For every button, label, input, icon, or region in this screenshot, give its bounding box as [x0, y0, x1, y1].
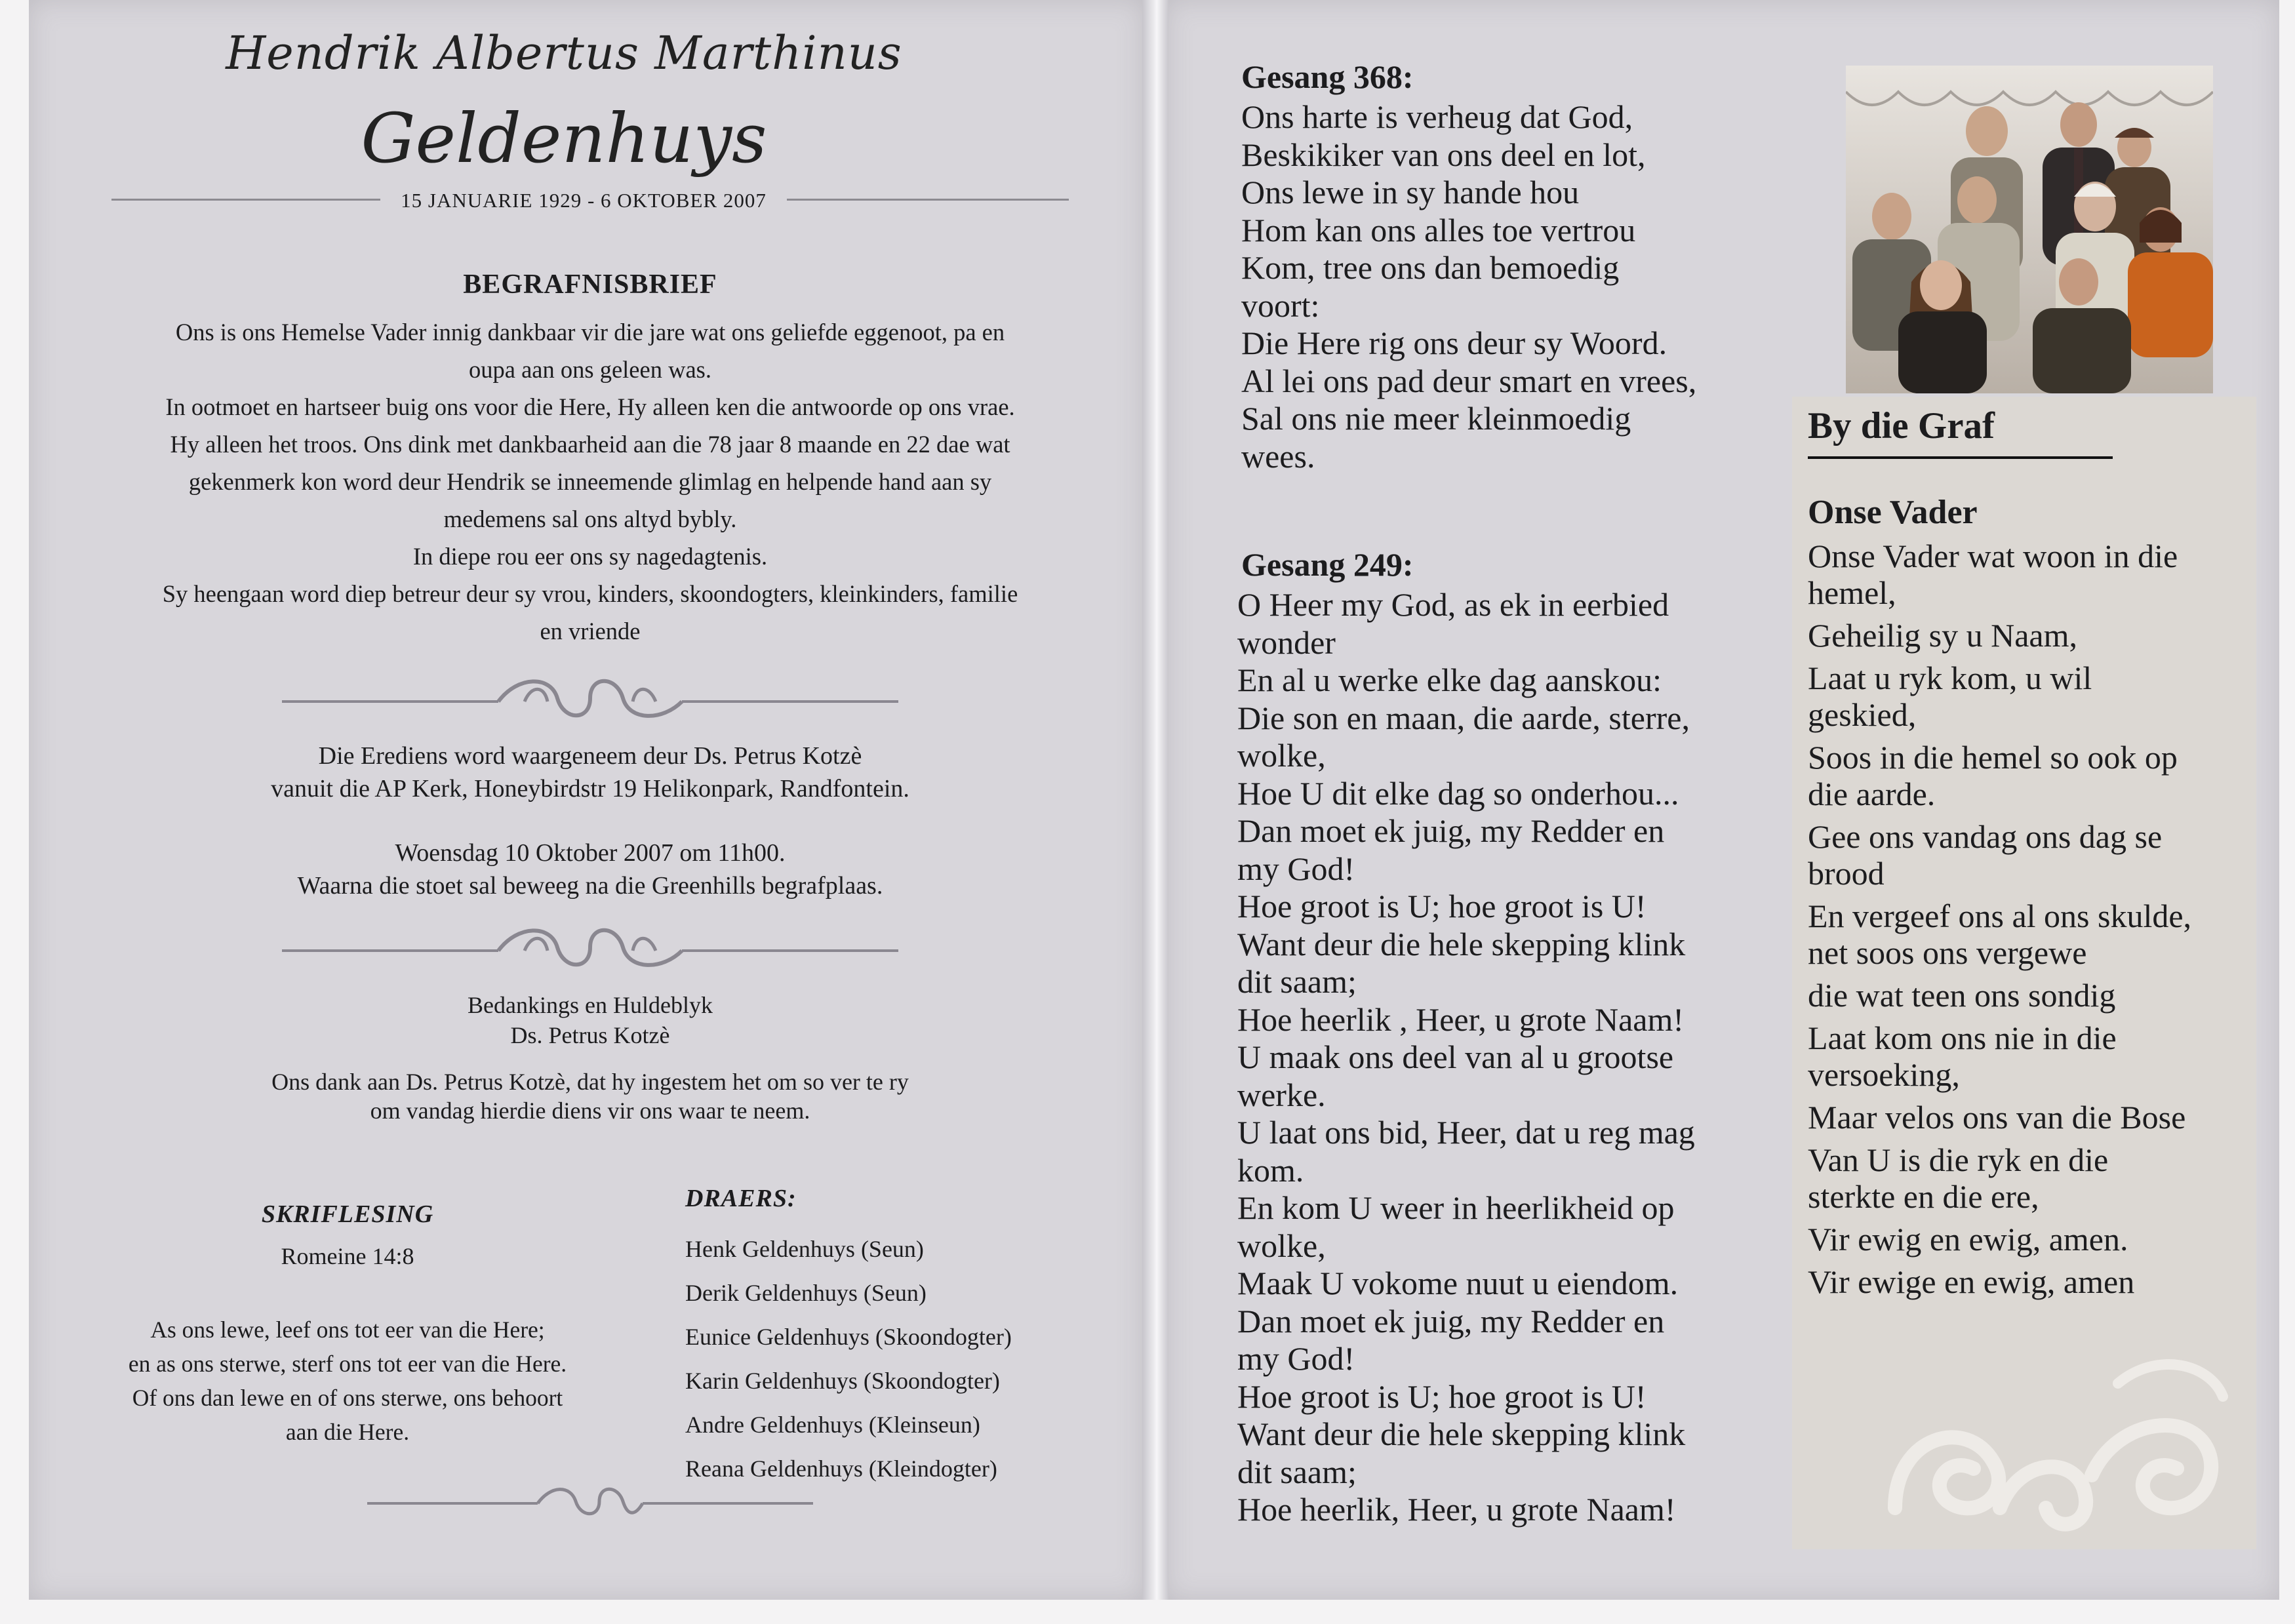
- bearer-name: Derik Geldenhuys (Seun): [685, 1280, 927, 1306]
- hymn-line: Maak U vokome nuut u eiendom.: [1237, 1265, 1679, 1301]
- prayer-line: Soos in die hemel so ook op die aarde.: [1808, 739, 2178, 812]
- hymn-line: wees.: [1241, 437, 1315, 475]
- ornament-watermark: [1869, 1344, 2236, 1544]
- family-photo: [1846, 66, 2213, 393]
- hymn-line: Hoe heerlik, Heer, u grote Naam!: [1237, 1491, 1676, 1528]
- bearer-name: Reana Geldenhuys (Kleindogter): [685, 1456, 997, 1482]
- prayer-line: Laat u ryk kom, u wil geskied,: [1808, 660, 2092, 733]
- hymn-line: wonder: [1237, 624, 1336, 661]
- hymn-line: Hoe groot is U; hoe groot is U!: [1237, 888, 1646, 924]
- intro-line: oupa aan ons geleen was.: [469, 356, 711, 383]
- hymn-line: werke.: [1237, 1076, 1326, 1113]
- verse-line: en as ons sterwe, sterf ons tot eer van die Here.: [128, 1351, 567, 1377]
- ornament-divider: [282, 669, 898, 728]
- intro-line: In diepe rou eer ons sy nagedagtenis.: [412, 543, 768, 570]
- hymn-line: En al u werke elke dag aanskou:: [1237, 662, 1662, 698]
- intro-text: [85, 313, 1095, 650]
- verse-line: Of ons dan lewe en of ons sterwe, ons behoort: [132, 1385, 563, 1411]
- reading-reference: Romeine 14:8: [281, 1243, 414, 1269]
- ornament-divider: [282, 918, 898, 977]
- grave-heading: By die Graf: [1808, 405, 1995, 446]
- hymn-line: Want deur die hele skepping klink: [1237, 1416, 1686, 1452]
- service-details: [98, 740, 1082, 902]
- hymn-368-title: Gesang 368:: [1241, 58, 1414, 95]
- thanks-text: [98, 1067, 1082, 1125]
- ornament-divider: [367, 1478, 813, 1524]
- prayer-line: Laat kom ons nie in die versoeking,: [1808, 1020, 2117, 1093]
- hymn-line: U laat ons bid, Heer, dat u reg mag: [1237, 1114, 1695, 1151]
- hymn-line: Ons lewe in sy hande hou: [1241, 174, 1580, 210]
- intro-line: Ons is ons Hemelse Vader innig dankbaar vir die jare wat ons geliefde eggenoot, pa en: [175, 319, 1005, 346]
- bearers-list: [685, 1227, 1105, 1491]
- hymn-line: Hoe U dit elke dag so onderhou...: [1237, 774, 1679, 812]
- hymn-line: Hoe heerlik , Heer, u grote Naam!: [1237, 1000, 1685, 1038]
- prayer-line: Vir ewige en ewig, amen: [1808, 1263, 2135, 1300]
- hymn-249-title: Gesang 249:: [1241, 546, 1414, 583]
- hymn-line: voort:: [1241, 287, 1320, 324]
- bearers-heading: DRAERS:: [685, 1185, 797, 1212]
- hymn-line: my God!: [1237, 850, 1355, 887]
- intro-line: Hy alleen het troos. Ons dink met dankbaarheid aan die 78 jaar 8 maande en 22 dae wat: [170, 431, 1010, 458]
- bearer-name: Eunice Geldenhuys (Skoondogter): [685, 1324, 1012, 1350]
- deceased-first-names: Hendrik Albertus Marthinus: [226, 26, 902, 80]
- hymn-line: Beskikiker van ons deel en lot,: [1241, 136, 1646, 173]
- hymn-line: wolke,: [1237, 1227, 1326, 1264]
- prayer-line: Geheilig sy u Naam,: [1808, 617, 2078, 654]
- hymn-line: kom.: [1237, 1151, 1304, 1189]
- hymn-line: En kom U weer in heerlikheid op: [1237, 1189, 1675, 1226]
- prayer-line: Onse Vader wat woon in die hemel,: [1808, 538, 2178, 611]
- prayer-line: Van U is die ryk en die sterkte en die ere,: [1808, 1141, 2109, 1215]
- life-dates: 15 JANUARIE 1929 - 6 OKTOBER 2007: [380, 189, 787, 212]
- hymn-line: Die Here rig ons deur sy Woord.: [1241, 325, 1667, 361]
- hymn-line: O Heer my God, as ek in eerbied: [1237, 586, 1669, 623]
- hymn-line: Die son en maan, die aarde, sterre,: [1237, 699, 1690, 736]
- hymn-line: U maak ons deel van al u grootse: [1237, 1039, 1674, 1075]
- prayer-line: die wat teen ons sondig: [1808, 977, 2116, 1014]
- reading-heading: SKRIFLESING: [261, 1200, 434, 1228]
- deceased-surname: Geldenhuys: [361, 98, 767, 178]
- hymn-line: Hom kan ons alles toe vertrou: [1241, 211, 1636, 248]
- hymn-line: Al lei ons pad deur smart en vrees,: [1241, 362, 1697, 399]
- bearer-name: Karin Geldenhuys (Skoondogter): [685, 1368, 1000, 1394]
- page-fold: [1142, 0, 1168, 1600]
- service-time-line: Woensdag 10 Oktober 2007 om 11h00.: [395, 839, 786, 867]
- hymn-line: my God!: [1237, 1340, 1355, 1377]
- lords-prayer: [1808, 538, 2254, 1306]
- prayer-line: En vergeef ons al ons skulde, net soos ons vergewe: [1808, 898, 2192, 971]
- hymn-line: Sal ons nie meer kleinmoedig: [1241, 400, 1631, 437]
- reading-verse: [59, 1313, 636, 1449]
- verse-line: As ons lewe, leef ons tot eer van die Here;: [150, 1317, 545, 1343]
- service-line: Die Erediens word waargeneem deur Ds. Petrus Kotzè: [318, 742, 862, 770]
- hymn-line: wolke,: [1237, 737, 1326, 774]
- hymn-line: dit saam;: [1237, 963, 1357, 1000]
- thanks-heading-line: Ds. Petrus Kotzè: [510, 1022, 670, 1048]
- bearer-name: Henk Geldenhuys (Seun): [685, 1236, 924, 1262]
- intro-line: en vriende: [540, 618, 641, 644]
- thanks-line: Ons dank aan Ds. Petrus Kotzè, dat hy ingestem het om so ver te ry: [271, 1069, 909, 1095]
- intro-line: medemens sal ons altyd bybly.: [443, 505, 737, 532]
- thanks-heading: [98, 990, 1082, 1050]
- service-time-line: Waarna die stoet sal beweeg na die Greenhills begrafplaas.: [297, 872, 883, 900]
- prayer-line: Gee ons vandag ons dag se brood: [1808, 818, 2163, 892]
- hymn-line: Want deur die hele skepping klink: [1237, 925, 1686, 962]
- bearer-name: Andre Geldenhuys (Kleinseun): [685, 1412, 980, 1438]
- hymn-249-text: [1237, 586, 1801, 1529]
- verse-line: aan die Here.: [285, 1419, 410, 1445]
- prayer-line: Maar velos ons van die Bose: [1808, 1099, 2186, 1136]
- hymn-line: Dan moet ek juig, my Redder en: [1237, 812, 1665, 849]
- thanks-line: om vandag hierdie diens vir ons waar te neem.: [370, 1098, 810, 1124]
- intro-line: Sy heengaan word diep betreur deur sy vrou, kinders, skoondogters, kleinkinders, familie: [162, 580, 1018, 607]
- hymn-line: Hoe groot is U; hoe groot is U!: [1237, 1377, 1646, 1415]
- hymn-line: Kom, tree ons dan bemoedig: [1241, 249, 1620, 286]
- grave-heading-underline: [1808, 456, 2113, 459]
- thanks-heading-line: Bedankings en Huldeblyk: [468, 992, 713, 1018]
- hymn-368-text: [1241, 98, 1799, 475]
- prayer-line: Vir ewig en ewig, amen.: [1808, 1221, 2128, 1258]
- intro-line: gekenmerk kon word deur Hendrik se inneemende glimlag en helpende hand aan sy: [188, 468, 992, 495]
- hymn-line: Dan moet ek juig, my Redder en: [1237, 1302, 1665, 1339]
- hymn-line: dit saam;: [1237, 1453, 1357, 1490]
- intro-line: In ootmoet en hartseer buig ons voor die Here, Hy alleen ken die antwoorde op ons vrae.: [165, 393, 1015, 420]
- section-heading: BEGRAFNISBRIEF: [463, 269, 717, 300]
- hymn-line: Ons harte is verheug dat God,: [1241, 98, 1633, 135]
- prayer-title: Onse Vader: [1808, 494, 1978, 531]
- service-line: vanuit die AP Kerk, Honeybirdstr 19 Helikonpark, Randfontein.: [271, 775, 909, 802]
